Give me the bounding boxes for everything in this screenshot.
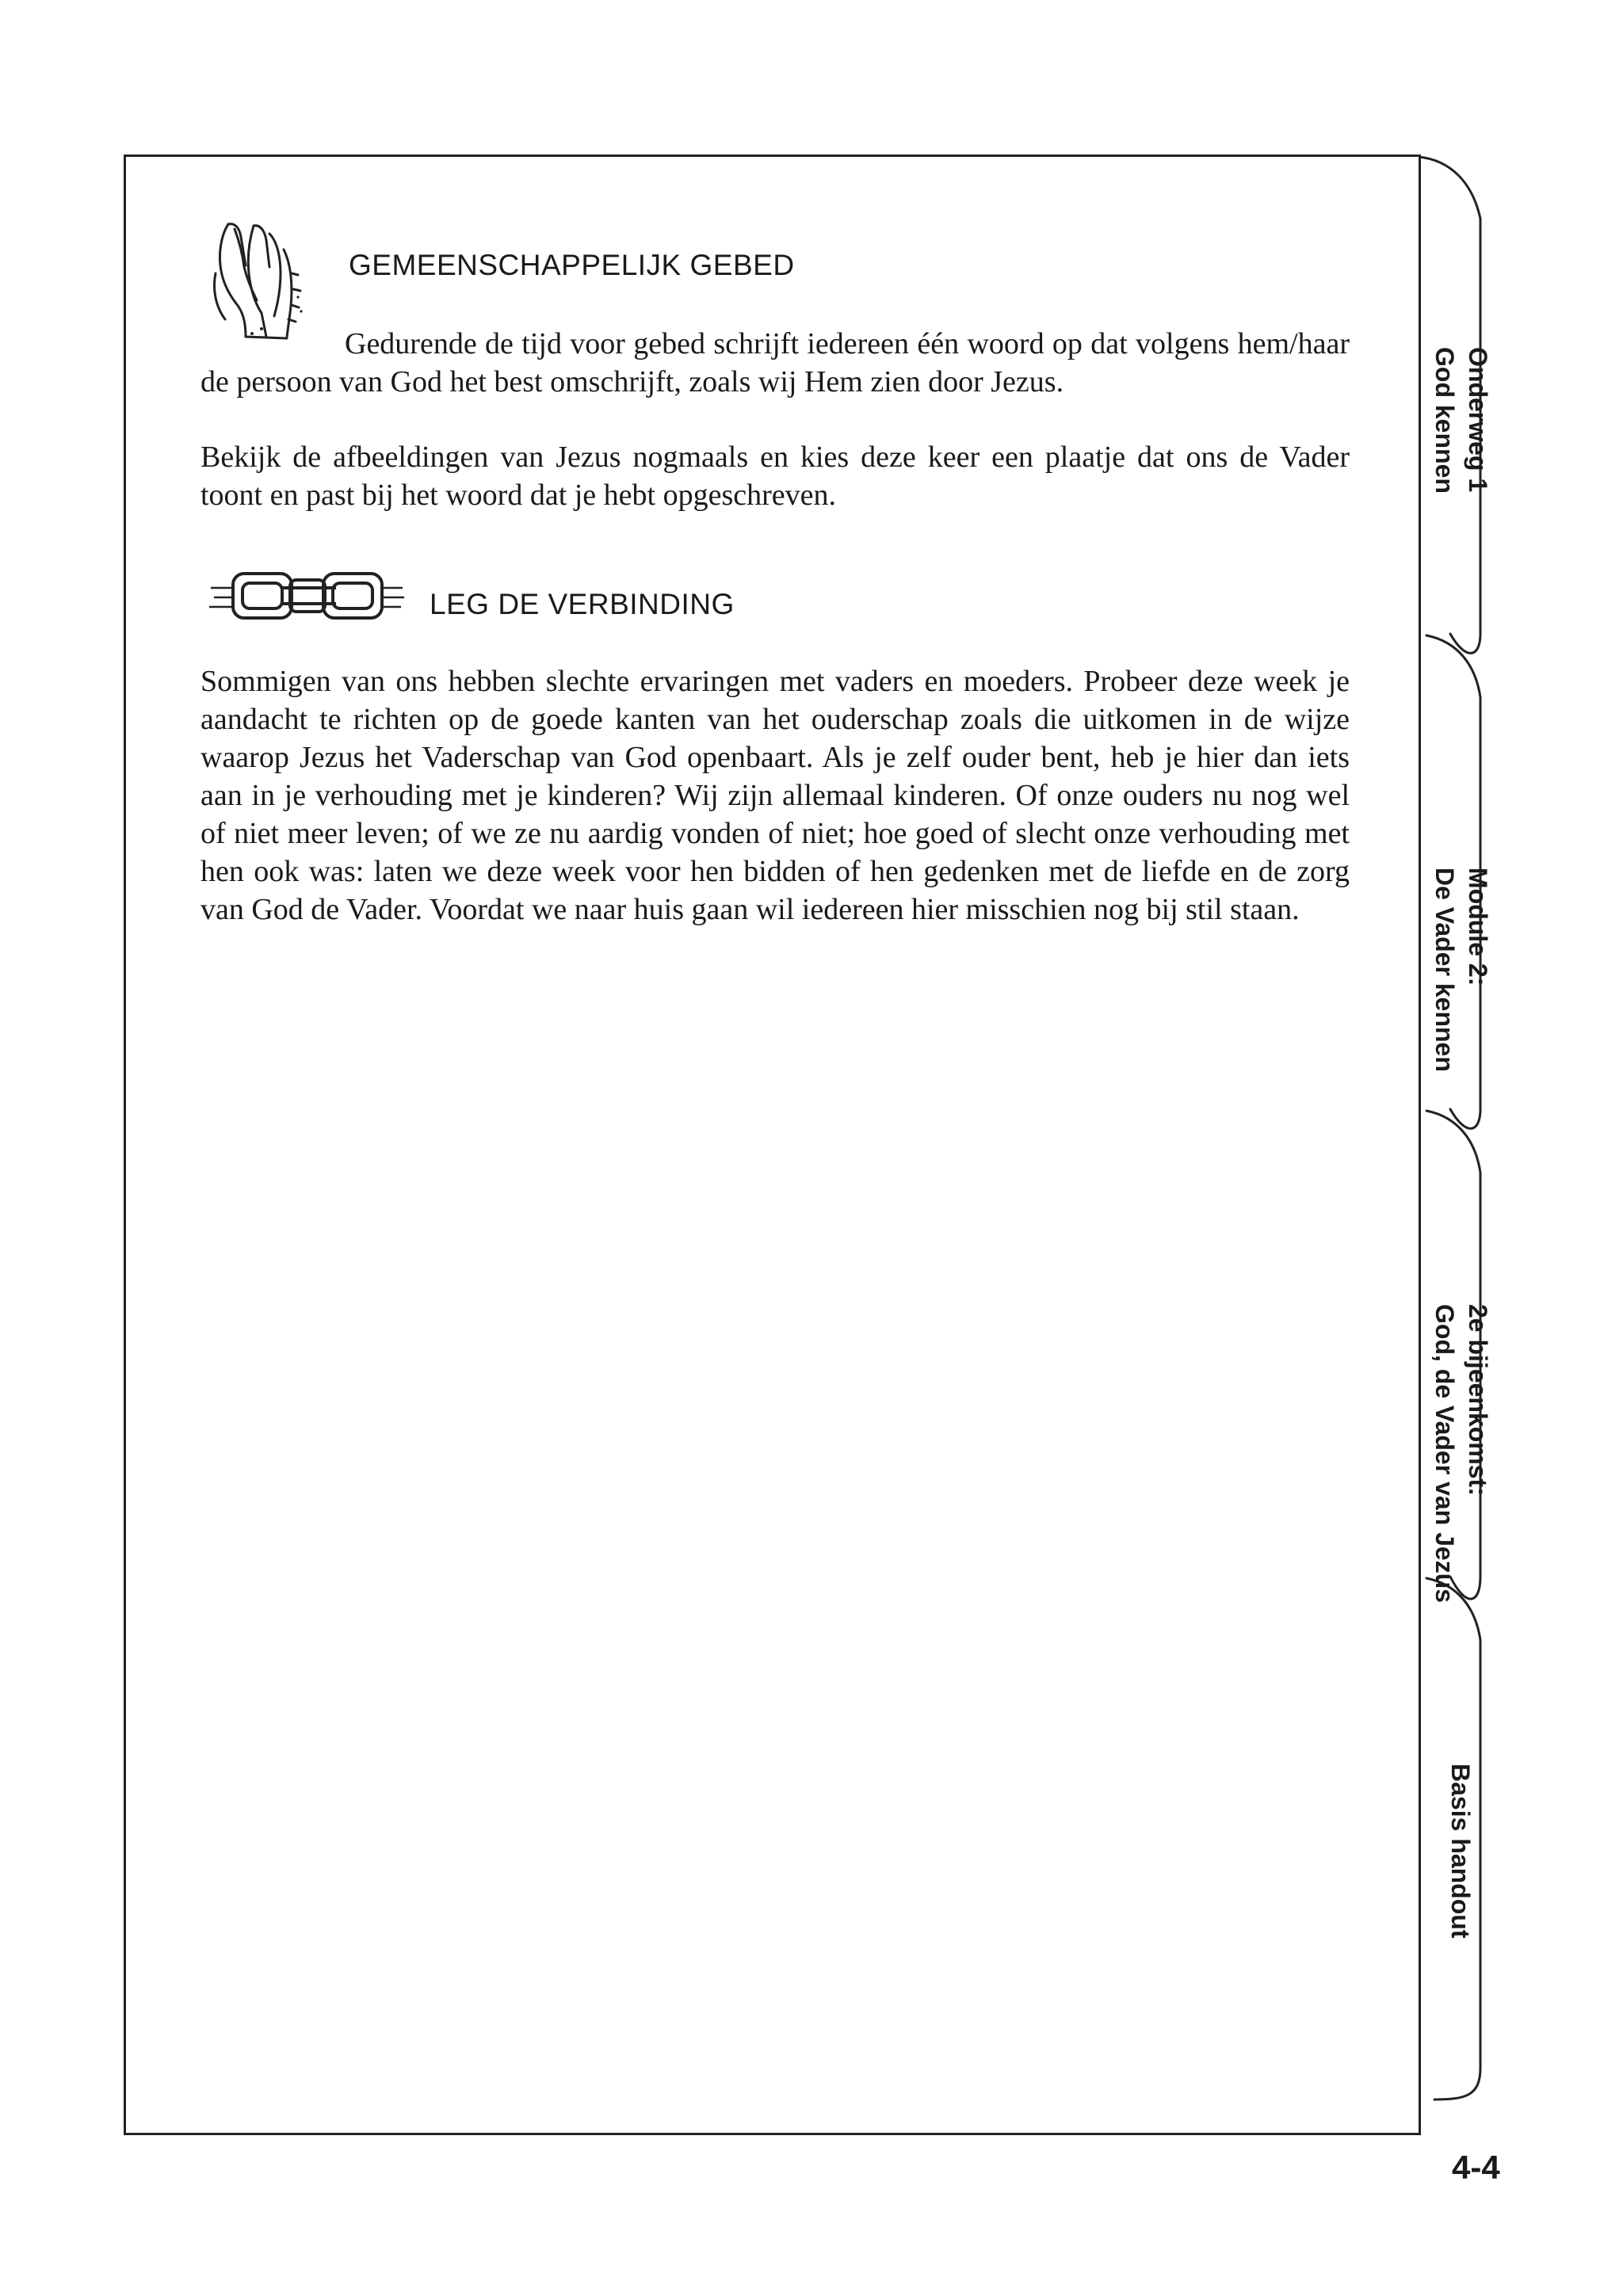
tab-onderweg[interactable] xyxy=(1428,347,1495,494)
tab-onderweg-line2: God kennen xyxy=(1430,347,1459,494)
tab-onderweg-line1: Onderweg 1 xyxy=(1464,347,1492,493)
tab-bijeenkomst-line2: God, de Vader van Jezus xyxy=(1430,1304,1459,1604)
tab-module[interactable] xyxy=(1428,868,1495,1072)
tab-bijeenkomst[interactable] xyxy=(1428,1304,1495,1603)
tab-basis-handout[interactable] xyxy=(1444,1764,1477,1938)
tab-bijeenkomst-line1: 2e bijeenkomst: xyxy=(1464,1304,1492,1496)
section-heading-gebed: GEMEENSCHAPPELIJK GEBED xyxy=(349,249,795,281)
paragraph-verbinding: Sommigen van ons hebben slechte ervaringen met vaders en moeders. Probeer deze week je aandacht te richten op de goede kanten van het ouderschap zoals die uitkomen in de wijze waarop Jezus het Vaderschap van God openbaart. Als je zelf ouder bent, heb je hier dan iets aan in je verhouding met je kinderen? Wij zijn allemaal kinderen. Of onze ouders nu nog wel of niet meer leven; of we ze nu aardig vonden of niet; hoe goed of slecht onze verhouding met hen ook was: laten we deze week voor hen bidden of hen gedenken met de liefde en de zorg van God de Vader. Voordat we naar huis gaan wil iedereen hier misschien nog bij stil staan. xyxy=(200,665,1350,926)
page-number: 4-4 xyxy=(1452,2149,1500,2186)
paragraph-afbeeldingen: Bekijk de afbeeldingen van Jezus nogmaals en kies deze keer een plaatje dat ons de Vader toont en past bij het woord dat je hebt opgeschreven. xyxy=(200,441,1350,512)
paragraph-gebed-instructie: Gedurende de tijd voor gebed schrijft iedereen één woord op dat volgens hem/haar de persoon van God het best omschrijft, zoals wij Hem zien door Jezus. xyxy=(200,327,1350,399)
section-heading-verbinding: LEG DE VERBINDING xyxy=(430,588,735,620)
chain-link-icon xyxy=(208,566,406,627)
tab-module-line2: De Vader kennen xyxy=(1430,868,1459,1072)
tab-module-line1: Module 2: xyxy=(1464,868,1492,986)
tab-basis-handout-line1: Basis handout xyxy=(1446,1764,1475,1939)
